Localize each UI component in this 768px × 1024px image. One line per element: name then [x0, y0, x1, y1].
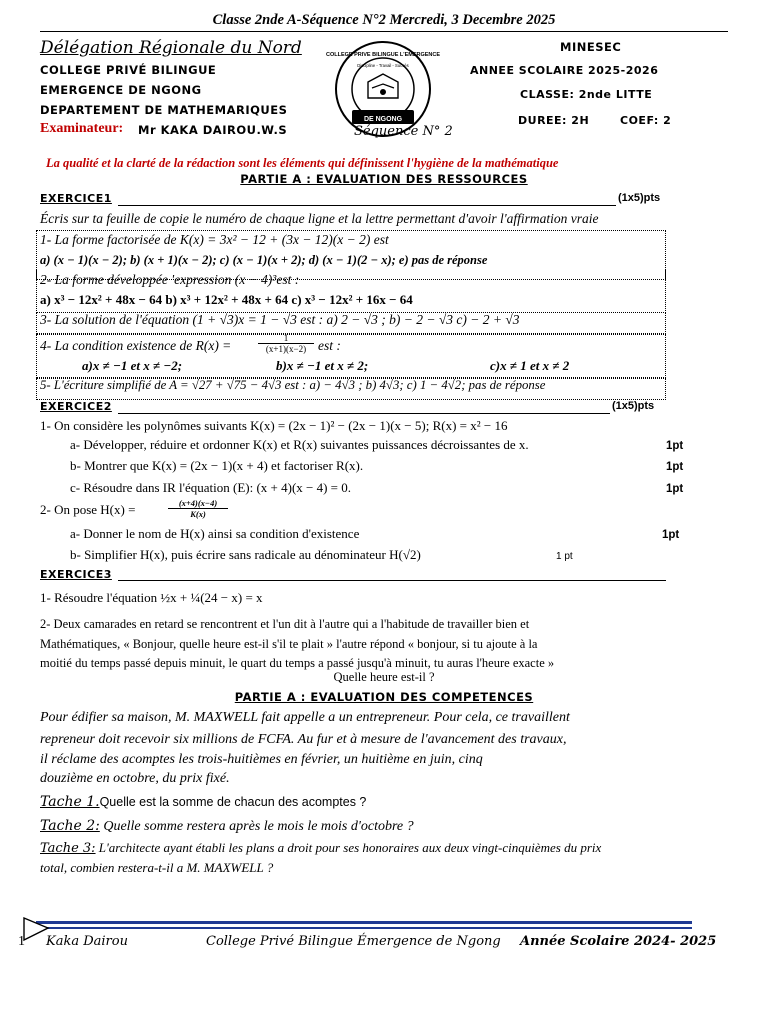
ex2-q1c: c- Résoudre dans IR l'équation (E): (x + 4)(x − 4) = 0.	[70, 480, 352, 495]
top-title: Classe 2nde A-Séquence N°2 Mercredi, 3 Decembre 2025	[212, 12, 556, 28]
ex2-q2a: a- Donner le nom de H(x) ainsi sa condition d'existence	[70, 526, 360, 541]
ex2-q1b: b- Montrer que K(x) = (2x − 1)(x + 4) et factoriser R(x).	[70, 458, 364, 473]
ex3-q2-line1: 2- Deux camarades en retard se rencontrent et l'un dit à l'autre qui a l'habitude de travailler bien et	[40, 617, 530, 631]
footer-rule-top	[36, 921, 692, 924]
quality-note: La qualité et la clarté de la rédaction sont les éléments qui définissent l'hygiène de la mathématique	[46, 156, 559, 170]
ex1-q5: 5- L'écriture simplifié de A = √27 + √75 − 4√3 est : a) − 4√3 ; b) 4√3; c) 1 − 4√2; pas de réponse	[40, 378, 546, 392]
comp-line3: il réclame des acomptes les trois-huitièmes en février, un huitième en juin, cinq	[40, 752, 483, 767]
school-year: ANNEE SCOLAIRE 2025-2026	[470, 64, 659, 77]
logo-bottom-text: DE NGONG	[363, 116, 403, 123]
task2-label: Tache 2:	[40, 818, 100, 834]
ex3-q1: 1- Résoudre l'équation ½x + ¼(24 − x) = x	[40, 590, 263, 605]
exercise1-rule	[118, 205, 616, 206]
comp-line4: douzième en octobre, du prix fixé.	[40, 771, 230, 786]
q4-fraction	[258, 333, 314, 354]
task3-line1	[40, 840, 601, 856]
ex1-q4-prefix: 4- La condition existence de R(x) =	[40, 338, 232, 353]
task3-text: L'architecte ayant établi les plans a droit pour ses honoraires aux deux vingt-cinquièmes du prix	[95, 840, 602, 855]
exercise1-instruction: Écris sur ta feuille de copie le numéro de chaque ligne et la lettre permettant d'avoir l'affirmation vraie	[40, 211, 599, 226]
footer-college: College Privé Bilingue Émergence de Ngong	[206, 934, 501, 949]
ex1-q3: 3- La solution de l'équation (1 + √3)x = 1 − √3 est : a) 2 − √3 ; b) − 2 − √3 c) − 2 + √3	[40, 312, 520, 327]
ex3-q2-line2: Mathématiques, « Bonjour, quelle heure est-il s'il te plait » l'autre répond « bonjour, si tu ajoute à la	[40, 637, 538, 651]
ex3-q2-line3: moitié du temps passé depuis minuit, le quart du temps a passé jusqu'à minuit, tu auras l'heure exacte »	[40, 656, 555, 670]
logo-motto-text: Discipline - Travail - Succès	[357, 63, 409, 68]
task1-label: Tache 1.	[40, 794, 100, 810]
ex1-q4-option-b: b)x ≠ −1 et x ≠ 2;	[276, 358, 369, 373]
ex2-q2b: b- Simplifier H(x), puis écrire sans radicale au dénominateur H(√2)	[70, 547, 421, 562]
ex2-q2-prefix: 2- On pose H(x) =	[40, 502, 136, 517]
task1-text: Quelle est la somme de chacun des acomptes ?	[99, 795, 367, 809]
ex1-q2-options: a) x³ − 12x² + 48x − 64 b) x³ + 12x² + 48x + 64 c) x³ − 12x² + 16x − 64	[40, 292, 413, 307]
exercise2-rule	[118, 413, 610, 414]
class-label: CLASSE: 2nde LITTE	[520, 88, 653, 101]
examiner-label: Examinateur:	[40, 121, 124, 136]
q4-fraction-numerator: 1	[283, 333, 289, 343]
department-name: DEPARTEMENT DE MATHEMARIQUES	[40, 103, 288, 117]
ex2-q1c-points: 1pt	[666, 483, 684, 495]
task3-label: Tache 3:	[40, 841, 96, 856]
logo-top-text: COLLEGE PRIVE BILINGUE L'EMERGENCE	[325, 52, 441, 58]
delegation-title: Délégation Régionale du Nord	[40, 38, 302, 58]
exercise1-points: (1x5)pts	[618, 192, 661, 204]
comp-line1: Pour édifier sa maison, M. MAXWELL fait appelle a un entrepreneur. Pour cela, ce travaillent	[40, 710, 570, 725]
ex2-q1: 1- On considère les polynômes suivants K(x) = (2x − 1)² − (2x − 1)(x − 5); R(x) = x² − 16	[40, 418, 508, 433]
sequence-label: Séquence N° 2	[354, 124, 453, 139]
part-a-competences-title: PARTIE A : EVALUATION DES COMPETENCES	[234, 690, 534, 704]
ex2-q1a: a- Développer, réduire et ordonner K(x) et R(x) suivantes puissances décroissantes de x.	[70, 437, 529, 452]
coef-label: COEF: 2	[620, 114, 672, 127]
examiner-name: Mr KAKA DAIROU.W.S	[138, 123, 288, 137]
h-fraction-numerator: (x+4)(x−4)	[178, 498, 218, 508]
exercise1-title: EXERCICE1	[40, 192, 112, 205]
footer-author: Kaka Dairou	[46, 934, 128, 949]
ex2-q1b-points: 1pt	[666, 461, 684, 473]
task2-text: Quelle somme restera après le mois le mois d'octobre ?	[99, 819, 414, 834]
ex1-q4-suffix: est :	[318, 338, 341, 353]
part-a-resources-title: PARTIE A : EVALUATION DES RESSOURCES	[240, 172, 528, 186]
ex3-q2-line4: Quelle heure est-il ?	[333, 670, 435, 684]
exercise3-rule	[118, 580, 666, 581]
task2	[40, 818, 414, 835]
ex1-q4-option-c: c)x ≠ 1 et x ≠ 2	[490, 358, 570, 373]
page-number: 1	[18, 934, 25, 949]
exercise2-title: EXERCICE2	[40, 400, 112, 413]
task3-line2: total, combien restera-t-il a M. MAXWELL ?	[40, 860, 274, 875]
duration-label: DUREE: 2H	[518, 114, 590, 127]
ex2-q1a-points: 1pt	[666, 440, 684, 452]
exercise2-points: (1x5)pts	[612, 400, 655, 412]
ex1-q1-options: a) (x − 1)(x − 2); b) (x + 1)(x − 2); c) (x − 1)(x + 2); d) (x − 1)(2 − x); e) pas de réponse	[40, 253, 488, 267]
top-rule	[40, 31, 728, 32]
comp-line2: repreneur doit recevoir six millions de FCFA. Au fur et à mesure de l'avancement des travaux,	[40, 732, 567, 747]
ex2-q2a-points: 1pt	[662, 529, 680, 541]
minesec-label: MINESEC	[560, 40, 622, 54]
footer-year: Année Scolaire 2024- 2025	[520, 934, 717, 949]
ex1-q1: 1- La forme factorisée de K(x) = 3x² − 12 + (3x − 12)(x − 2) est	[40, 232, 389, 247]
h-fraction	[168, 498, 228, 519]
h-fraction-denominator: K(x)	[168, 508, 228, 519]
ex1-q2: 2- La forme développée 'expression (x − 4)³est :	[40, 272, 300, 287]
task1	[40, 794, 366, 811]
q4-fraction-denominator: (x+1)(x−2)	[258, 343, 314, 354]
college-name-line2: EMERGENCE DE NGONG	[40, 83, 202, 97]
ex1-q4-option-a: a)x ≠ −1 et x ≠ −2;	[82, 358, 183, 373]
exercise3-title: EXERCICE3	[40, 568, 112, 581]
footer-rule-bottom	[36, 927, 692, 929]
ex2-q2b-points: 1 pt	[556, 551, 573, 562]
college-name-line1: COLLEGE PRIVÉ BILINGUE	[40, 63, 217, 77]
